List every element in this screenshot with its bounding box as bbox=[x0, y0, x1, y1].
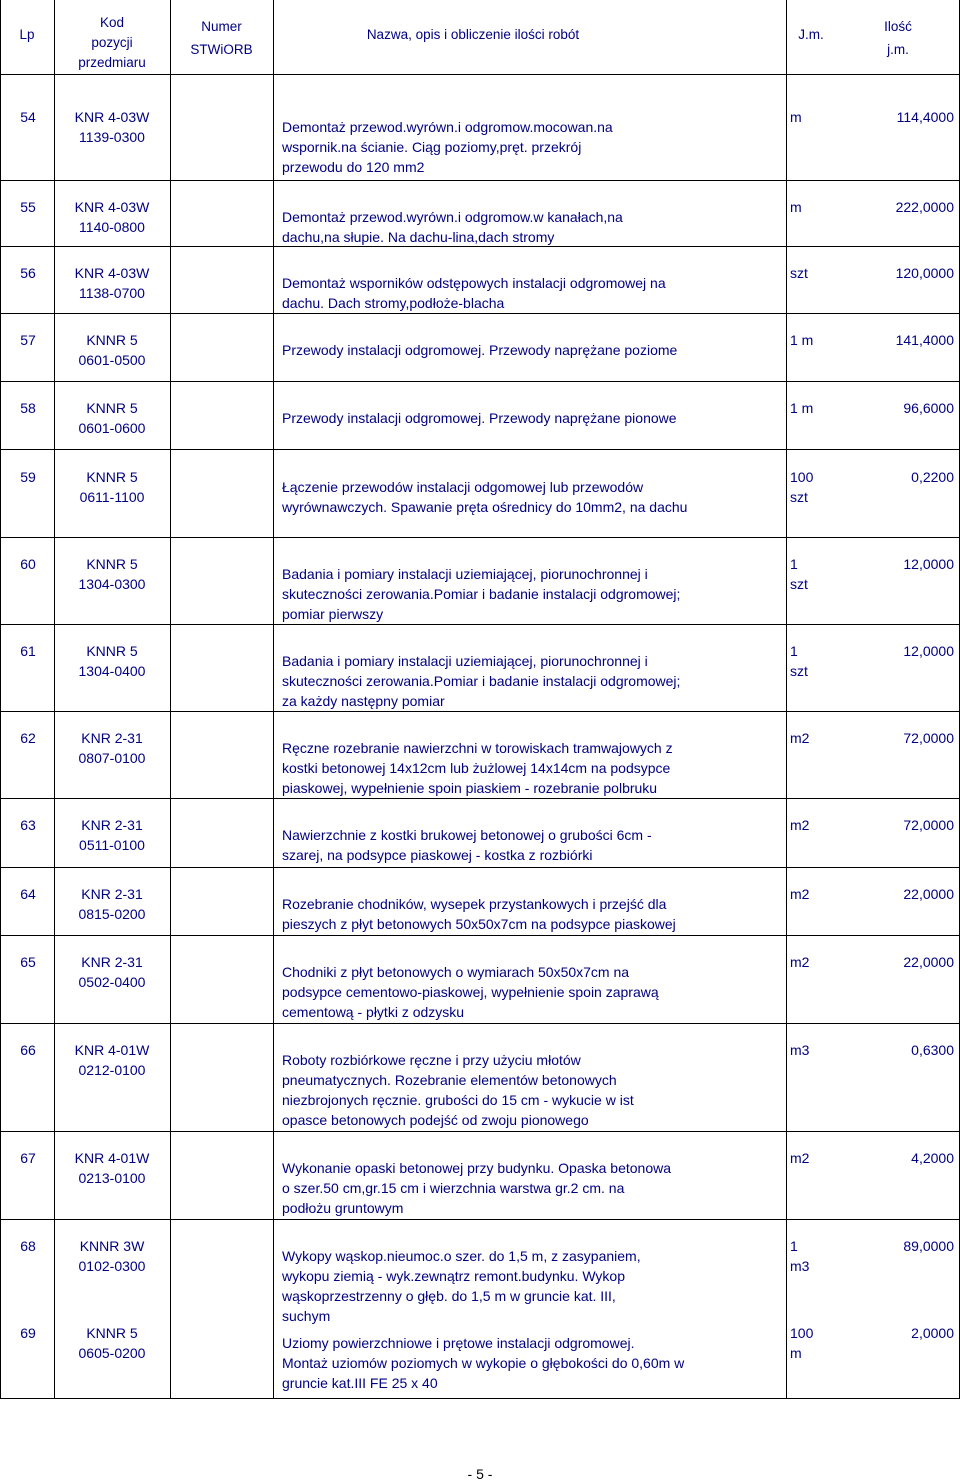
row-divider bbox=[0, 180, 960, 181]
row-description-line: podłożu gruntowym bbox=[282, 1200, 404, 1216]
row-code bbox=[56, 952, 168, 992]
row-lp: 67 bbox=[20, 1150, 36, 1166]
row-lp: 61 bbox=[20, 643, 36, 659]
row-quantity: 222,0000 bbox=[895, 199, 954, 215]
header-rule bbox=[0, 74, 960, 75]
row-quantity: 141,4000 bbox=[895, 332, 954, 348]
row-unit: m2 bbox=[790, 730, 810, 746]
row-code bbox=[56, 197, 168, 237]
row-description-line: Przewody instalacji odgromowej. Przewody naprężane poziome bbox=[282, 342, 678, 358]
row-divider bbox=[0, 381, 960, 382]
row-quantity: 72,0000 bbox=[903, 730, 954, 746]
row-divider bbox=[0, 1219, 960, 1220]
row-code-line: KNNR 5 bbox=[86, 469, 138, 485]
row-code-line: KNNR 5 bbox=[86, 643, 138, 659]
row-description bbox=[282, 1333, 752, 1393]
row-code bbox=[56, 398, 168, 438]
row-unit: 1 szt bbox=[790, 643, 808, 679]
header-nazwa: Nazwa, opis i obliczenie ilości robót bbox=[366, 27, 580, 42]
row-unit: m bbox=[790, 109, 802, 125]
row-description-line: kostki betonowej 14x12cm lub żużlowej 14x14cm na podsypce bbox=[282, 760, 671, 776]
row-description-line: piaskowej, wypełnienie spoin piaskiem - rozebranie polbruku bbox=[282, 780, 658, 796]
row-code bbox=[56, 1148, 168, 1188]
row-description-line: cementową - płytki z odzysku bbox=[282, 1004, 465, 1020]
row-quantity: 0,2200 bbox=[911, 469, 954, 485]
row-lp: 58 bbox=[20, 400, 36, 416]
row-description bbox=[282, 894, 752, 934]
row-description bbox=[282, 1158, 752, 1218]
row-code-line: 0511-0100 bbox=[79, 837, 145, 853]
row-unit: 1 szt bbox=[790, 556, 808, 592]
row-code-line: KNR 2-31 bbox=[81, 954, 143, 970]
column-divider bbox=[170, 0, 171, 1399]
row-divider bbox=[0, 537, 960, 538]
header-numer-line: STWiORB bbox=[190, 42, 253, 57]
row-lp: 66 bbox=[20, 1042, 36, 1058]
row-description-line: Chodniki z płyt betonowych o wymiarach 50x50x7cm na bbox=[282, 964, 630, 980]
row-lp: 55 bbox=[20, 199, 36, 215]
header-ilosc-line: Ilość bbox=[884, 19, 912, 34]
row-description-line: Roboty rozbiórkowe ręczne i przy użyciu młotów bbox=[282, 1052, 581, 1068]
row-description-line: Uziomy powierzchniowe i prętowe instalacji odgromowej. bbox=[282, 1335, 635, 1351]
row-code bbox=[56, 815, 168, 855]
row-code-line: 0601-0500 bbox=[78, 352, 146, 368]
row-description bbox=[282, 962, 752, 1022]
row-quantity: 2,0000 bbox=[911, 1325, 954, 1341]
row-divider bbox=[0, 1131, 960, 1132]
row-unit: m2 bbox=[790, 954, 810, 970]
row-description-line: przewodu do 120 mm2 bbox=[282, 159, 425, 175]
row-description bbox=[282, 340, 752, 360]
row-description-line: szarej, na podsypce piaskowej - kostka z rozbiórki bbox=[282, 847, 593, 863]
row-code-line: 1138-0700 bbox=[79, 285, 145, 301]
row-description-line: Montaż uziomów poziomych w wykopie o głębokości do 0,60m w bbox=[282, 1355, 685, 1371]
header-jm: J.m. bbox=[798, 27, 824, 42]
row-code-line: KNR 4-03W bbox=[74, 109, 150, 125]
row-unit: 100 szt bbox=[790, 469, 814, 505]
row-code bbox=[56, 107, 168, 147]
row-quantity: 72,0000 bbox=[903, 817, 954, 833]
row-unit: m2 bbox=[790, 1150, 810, 1166]
row-code-line: KNR 4-01W bbox=[74, 1042, 150, 1058]
row-description-line: Przewody instalacji odgromowej. Przewody naprężane pionowe bbox=[282, 410, 677, 426]
row-quantity: 22,0000 bbox=[903, 954, 954, 970]
row-code-line: 0807-0100 bbox=[78, 750, 146, 766]
row-code-line: 0815-0200 bbox=[78, 906, 146, 922]
row-description-line: suchym bbox=[282, 1308, 331, 1324]
row-code-line: 0212-0100 bbox=[78, 1062, 146, 1078]
row-description-line: Badania i pomiary instalacji uziemiającej, piorunochronnej i bbox=[282, 566, 648, 582]
row-description-line: Wykopy wąskop.nieumoc.o szer. do 1,5 m, z zasypaniem, bbox=[282, 1248, 641, 1264]
row-description-line: wyrównawczych. Spawanie pręta ośrednicy do 10mm2, na dachu bbox=[282, 499, 688, 515]
header-kod-line: przedmiaru bbox=[78, 55, 146, 70]
row-quantity: 89,0000 bbox=[903, 1238, 954, 1254]
row-divider bbox=[0, 867, 960, 868]
header-numer bbox=[170, 17, 273, 60]
row-unit: m bbox=[790, 199, 802, 215]
row-description-line: Nawierzchnie z kostki brukowej betonowej o grubości 6cm - bbox=[282, 827, 652, 843]
page-number: - 5 - bbox=[467, 1466, 493, 1482]
row-divider bbox=[0, 935, 960, 936]
row-code-line: KNNR 5 bbox=[86, 556, 138, 572]
row-quantity: 4,2000 bbox=[911, 1150, 954, 1166]
row-unit: m2 bbox=[790, 817, 810, 833]
row-quantity: 12,0000 bbox=[903, 643, 954, 659]
row-description-line: Demontaż przewod.wyrówn.i odgromow.mocowan.na bbox=[282, 119, 613, 135]
row-lp: 54 bbox=[20, 109, 36, 125]
row-code bbox=[56, 263, 168, 303]
row-description-line: wąskoprzestrzenny o głęb. do 1,5 m w gruncie kat. III, bbox=[282, 1288, 616, 1304]
row-description bbox=[282, 477, 752, 517]
row-code-line: KNR 4-03W bbox=[74, 265, 150, 281]
row-code-line: 0601-0600 bbox=[78, 420, 146, 436]
row-description-line: skuteczności zerowania.Pomiar i badanie instalacji odgromowej; bbox=[282, 673, 681, 689]
row-divider bbox=[0, 313, 960, 314]
row-lp: 68 bbox=[20, 1238, 36, 1254]
row-description bbox=[282, 651, 752, 711]
row-lp: 65 bbox=[20, 954, 36, 970]
row-lp: 69 bbox=[20, 1325, 36, 1341]
row-code-line: 1304-0400 bbox=[78, 663, 146, 679]
row-description bbox=[282, 825, 752, 865]
row-lp: 64 bbox=[20, 886, 36, 902]
row-description bbox=[282, 117, 752, 177]
row-code-line: KNR 2-31 bbox=[81, 886, 143, 902]
row-description bbox=[282, 564, 752, 624]
row-divider bbox=[0, 1023, 960, 1024]
header-kod bbox=[54, 13, 170, 73]
row-description-line: niezbrojonych ręcznie. grubości do 15 cm - wykucie w ist bbox=[282, 1092, 634, 1108]
row-unit: 1 m3 bbox=[790, 1238, 810, 1274]
row-unit: 1 m bbox=[790, 332, 814, 348]
row-code-line: KNNR 5 bbox=[86, 1325, 138, 1341]
row-description-line: pieszych z płyt betonowych 50x50x7cm na podsypce piaskowej bbox=[282, 916, 676, 932]
header-numer-line: Numer bbox=[201, 19, 242, 34]
row-code-line: 0605-0200 bbox=[78, 1345, 146, 1361]
row-code-line: 1140-0800 bbox=[79, 219, 145, 235]
row-divider bbox=[0, 711, 960, 712]
row-description-line: gruncie kat.III FE 25 x 40 bbox=[282, 1375, 438, 1391]
header-kod-line: pozycji bbox=[91, 35, 133, 50]
row-description bbox=[282, 1246, 752, 1326]
row-code-line: 0102-0300 bbox=[78, 1258, 146, 1274]
row-lp: 56 bbox=[20, 265, 36, 281]
row-code-line: KNNR 3W bbox=[79, 1238, 145, 1254]
row-code-line: KNNR 5 bbox=[86, 332, 138, 348]
row-description-line: dachu,na słupie. Na dachu-lina,dach stromy bbox=[282, 229, 555, 245]
header-kod-line: Kod bbox=[99, 15, 125, 30]
row-code-line: KNR 2-31 bbox=[81, 817, 143, 833]
row-code-line: 1139-0300 bbox=[79, 129, 145, 145]
row-description-line: Demontaż wsporników odstępowych instalacji odgromowej na bbox=[282, 275, 666, 291]
row-quantity: 12,0000 bbox=[903, 556, 954, 572]
row-description bbox=[282, 273, 752, 313]
row-code-line: 0502-0400 bbox=[78, 974, 146, 990]
row-code bbox=[56, 1323, 168, 1363]
row-code-line: KNR 4-03W bbox=[74, 199, 150, 215]
row-description-line: wykopu ziemią - wyk.zewnątrz remont.budynku. Wykop bbox=[282, 1268, 625, 1284]
row-description-line: dachu. Dach stromy,podłoże-blacha bbox=[282, 295, 505, 311]
row-unit: 100 m bbox=[790, 1325, 814, 1361]
row-code-line: 0213-0100 bbox=[78, 1170, 146, 1186]
row-lp: 62 bbox=[20, 730, 36, 746]
row-description-line: Wykonanie opaski betonowej przy budynku. Opaska betonowa bbox=[282, 1160, 671, 1176]
column-divider bbox=[786, 0, 787, 1399]
row-description-line: Rozebranie chodników, wysepek przystankowych i przejść dla bbox=[282, 896, 667, 912]
row-code bbox=[56, 1040, 168, 1080]
row-description-line: Łączenie przewodów instalacji odgomowej lub przewodów bbox=[282, 479, 644, 495]
row-description bbox=[282, 207, 752, 247]
row-code bbox=[56, 554, 168, 594]
row-description-line: o szer.50 cm,gr.15 cm i wierzchnia warstwa gr.2 cm. na bbox=[282, 1180, 625, 1196]
row-lp: 60 bbox=[20, 556, 36, 572]
row-lp: 57 bbox=[20, 332, 36, 348]
row-unit: 1 m bbox=[790, 400, 814, 416]
row-quantity: 0,6300 bbox=[911, 1042, 954, 1058]
row-code-line: KNR 2-31 bbox=[81, 730, 143, 746]
row-code bbox=[56, 1236, 168, 1276]
row-description-line: pneumatycznych. Rozebranie elementów betonowych bbox=[282, 1072, 617, 1088]
row-description-line: Badania i pomiary instalacji uziemiającej, piorunochronnej i bbox=[282, 653, 648, 669]
table-bottom-rule bbox=[0, 1398, 960, 1399]
header-ilosc bbox=[836, 17, 960, 60]
row-code bbox=[56, 641, 168, 681]
header-ilosc-line: j.m. bbox=[887, 42, 909, 57]
row-quantity: 96,6000 bbox=[903, 400, 954, 416]
row-description bbox=[282, 738, 752, 798]
row-description-line: wspornik.na ścianie. Ciąg poziomy,pręt. przekrój bbox=[282, 139, 582, 155]
row-description bbox=[282, 408, 752, 428]
row-description-line: skuteczności zerowania.Pomiar i badanie instalacji odgromowej; bbox=[282, 586, 681, 602]
row-divider bbox=[0, 798, 960, 799]
header-lp: Lp bbox=[19, 27, 35, 42]
row-description-line: pomiar pierwszy bbox=[282, 606, 384, 622]
row-code-line: KNNR 5 bbox=[86, 400, 138, 416]
row-description-line: Ręczne rozebranie nawierzchni w torowiskach tramwajowych z bbox=[282, 740, 673, 756]
row-quantity: 114,4000 bbox=[896, 109, 954, 125]
row-unit: m3 bbox=[790, 1042, 810, 1058]
row-unit: m2 bbox=[790, 886, 810, 902]
row-code bbox=[56, 330, 168, 370]
row-unit: szt bbox=[790, 265, 808, 281]
row-code-line: 1304-0300 bbox=[78, 576, 146, 592]
column-divider bbox=[0, 0, 1, 1399]
row-description-line: opasce betonowych podejść od zwoju pionowego bbox=[282, 1112, 589, 1128]
row-quantity: 22,0000 bbox=[903, 886, 954, 902]
column-divider bbox=[54, 0, 55, 1399]
row-description bbox=[282, 1050, 752, 1130]
row-divider bbox=[0, 449, 960, 450]
row-description-line: podsypce cementowo-piaskowej, wypełnienie spoin zaprawą bbox=[282, 984, 659, 1000]
row-code bbox=[56, 467, 168, 507]
row-code bbox=[56, 884, 168, 924]
column-divider bbox=[273, 0, 274, 1399]
row-quantity: 120,0000 bbox=[895, 265, 954, 281]
row-divider bbox=[0, 624, 960, 625]
row-code-line: KNR 4-01W bbox=[74, 1150, 150, 1166]
row-lp: 63 bbox=[20, 817, 36, 833]
row-description-line: Demontaż przewod.wyrówn.i odgromow.w kanałach,na bbox=[282, 209, 623, 225]
row-lp: 59 bbox=[20, 469, 36, 485]
row-code bbox=[56, 728, 168, 768]
row-description-line: za każdy następny pomiar bbox=[282, 693, 445, 709]
row-code-line: 0611-1100 bbox=[79, 489, 145, 505]
